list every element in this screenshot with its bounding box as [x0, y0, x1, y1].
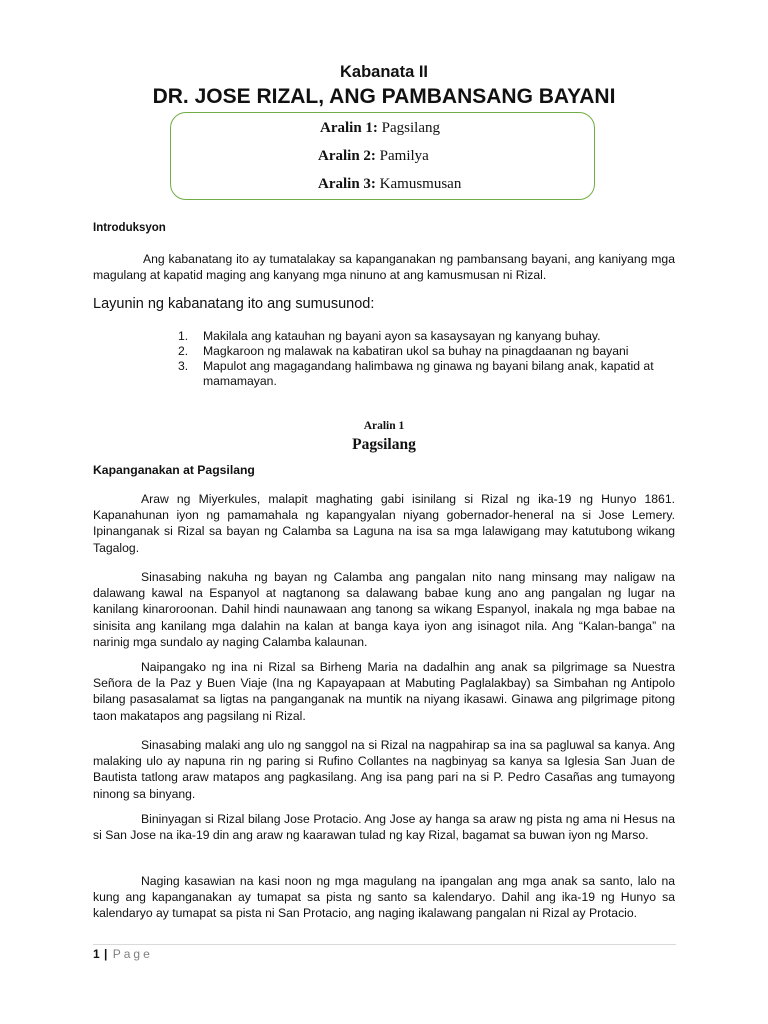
body-paragraph-1: Araw ng Miyerkules, malapit maghating gabi isinilang si Rizal ng ika-19 ng Hunyo 1861. Kapanahunan iyon ng pamamahala ng kapangyalan niyang gobernador-heneral na si Jose Lemery. Ipinanganak si Rizal sa bayan ng Calamba sa Laguna na isa sa mga lalawigang may katutubong wikang Tagalog.	[93, 492, 675, 555]
page-word: Page	[112, 947, 153, 961]
list-number: 2.	[178, 344, 189, 358]
lesson-sep: :	[370, 176, 380, 192]
body-paragraph-6: Naging kasawian na kasi noon ng mga magulang na ipangalan ang mga anak sa santo, lalo na kung ang kapanganakan ay tumapat sa pista ng santo sa kalendaryo. Dahil ang ika-19 ng Hunyo sa kalendaryo ay tumapat sa pista ni San Protacio, ang naging ikalawang pangalan ni Rizal ay Protacio.	[93, 874, 675, 921]
lesson-sep: :	[370, 148, 380, 164]
list-item	[178, 344, 676, 359]
lesson-label: Aralin 2	[318, 148, 371, 164]
list-number: 3.	[178, 359, 189, 373]
intro-heading: Introduksyon	[93, 222, 166, 234]
list-item	[178, 359, 676, 389]
body-paragraph-4: Sinasabing malaki ang ulo ng sanggol na si Rizal na nagpahirap sa ina sa pagluwal sa kanya. Ang malaking ulo ay napuna rin ng paring si Rufino Collantes na nagbinyag sa kanya sa Iglesia San Juan de Bautista tatlong araw matapos ang pagkasilang. Ang isa pang pari na si P. Pedro Casañas ang tumayong ninong sa binyang.	[93, 738, 675, 801]
list-number: 1.	[178, 329, 189, 343]
lesson-name: Pagsilang	[381, 120, 441, 136]
list-text: Mapulot ang magagandang halimbawa ng ginawa ng bayani bilang anak, kapatid at mamamayan.	[203, 359, 654, 388]
page-footer	[93, 947, 153, 961]
objectives-list	[178, 329, 676, 389]
lesson-sep: :	[372, 120, 382, 136]
list-text: Magkaroon ng malawak na kabatiran ukol sa buhay na pinagdaanan ng bayani	[203, 344, 629, 358]
page-title: DR. JOSE RIZAL, ANG PAMBANSANG BAYANI	[152, 85, 616, 108]
lesson-label: Aralin 3	[318, 176, 371, 192]
intro-paragraph: Ang kabanatang ito ay tumatalakay sa kapanganakan ng pambansang bayani, ang kaniyang mga magulang at kapatid maging ang kanyang mga ninuno at ang kamusmusan ni Rizal.	[93, 252, 675, 283]
body-paragraph-3: Naipangako ng ina ni Rizal sa Birheng Maria na dadalhin ang anak sa pilgrimage sa Nuestra Señora de la Paz y Buen Viaje (Ina ng Kapayapaan at Mabuting Paglalakbay) sa Simbahan ng Antipolo bilang pasasalamat sa ligtas na panganganak na muntik na niyang ikasawi. Ginawa ang pilgrimage pitong taon makatapos ang pagsilang ni Rizal.	[93, 660, 675, 723]
footer-divider	[93, 944, 676, 945]
lesson-label-heading: Aralin 1	[363, 420, 405, 432]
lesson-name: Kamusmusan	[379, 176, 462, 192]
footer-separator: |	[104, 947, 108, 961]
list-item	[178, 329, 676, 344]
lesson-item-1	[320, 120, 440, 137]
lesson-title: Pagsilang	[352, 436, 416, 453]
lesson-name: Pamilya	[379, 148, 429, 164]
body-paragraph-2: Sinasabing nakuha ng bayan ng Calamba ang pangalan nito nang minsang may naligaw na dalawang kawal na Espanyol at nagtanong sa dalawang babae kung ano ang pangalan ng lugar na kanilang kinaroroonan. Dahil hindi naunawaan ang tanong sa wikang Espanyol, inakala ng mga babae na sinisita ang kanilang mga dalahin na kalan at banga kaya iyon ang isinagot nila. Ang “Kalan-banga” na narinig mga sundalo ay naging Calamba kalaunan.	[93, 570, 675, 649]
objectives-title: Layunin ng kabanatang ito ang sumusunod:	[93, 296, 375, 312]
lesson-item-3	[318, 176, 461, 193]
body-paragraph-5: Bininyagan si Rizal bilang Jose Protacio. Ang Jose ay hanga sa araw ng pista ng ama ni Hesus na si San Jose na ika-19 din ang araw ng kaarawan tulad ng kay Rizal, bagamat sa buwan iyon ng Marso.	[93, 812, 675, 843]
lesson-item-2	[318, 148, 429, 165]
list-text: Makilala ang katauhan ng bayani ayon sa kasaysayan ng kanyang buhay.	[203, 329, 601, 343]
section-heading: Kapanganakan at Pagsilang	[93, 463, 255, 477]
page-number: 1	[93, 947, 100, 961]
chapter-label: Kabanata II	[339, 63, 429, 81]
lesson-label: Aralin 1	[320, 120, 373, 136]
